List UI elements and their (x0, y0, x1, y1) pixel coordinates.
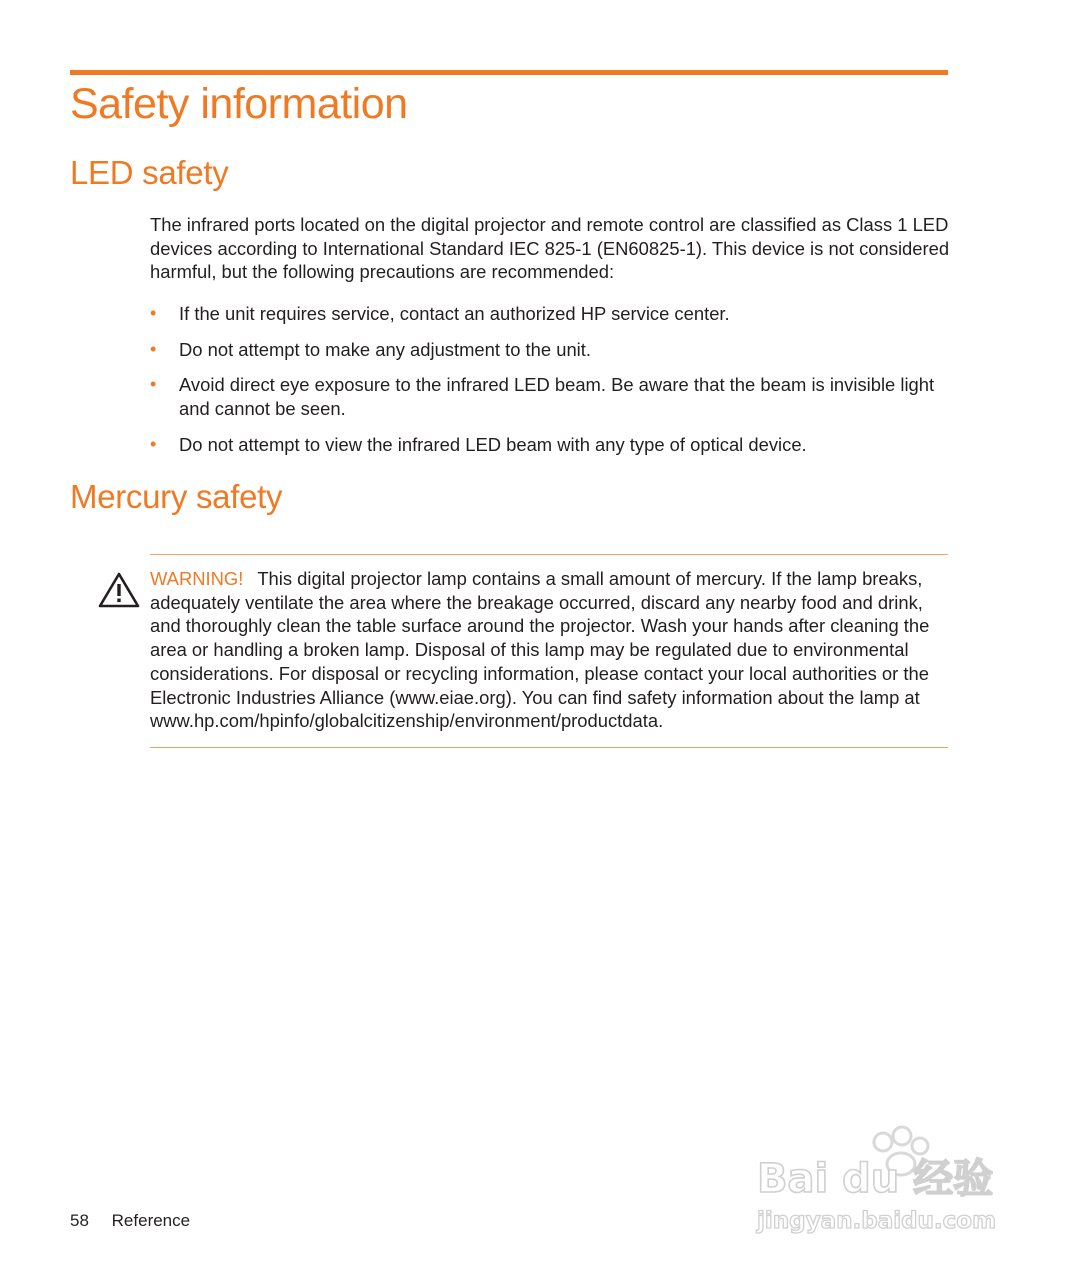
list-item (150, 338, 950, 362)
list-item-text: Avoid direct eye exposure to the infrared LED beam. Be aware that the beam is invisible light and cannot be seen. (179, 374, 935, 420)
led-safety-heading: LED safety (70, 154, 229, 191)
list-item-text: If the unit requires service, contact an authorized HP service center. (179, 303, 730, 324)
bullet-icon: • (150, 303, 157, 323)
warning-top-divider (150, 554, 948, 555)
page-number: 58 (70, 1211, 89, 1230)
list-item (150, 373, 950, 420)
bullet-icon: • (150, 374, 157, 395)
warning-triangle-icon (97, 571, 141, 609)
watermark-brand: Bai du 经验 (757, 1156, 994, 1202)
mercury-safety-heading: Mercury safety (70, 478, 283, 515)
list-item (150, 433, 950, 457)
list-item-text: Do not attempt to view the infrared LED beam with any type of optical device. (179, 433, 807, 455)
page-title: Safety information (70, 80, 408, 128)
warning-label: WARNING! (150, 568, 244, 589)
list-item (150, 302, 950, 326)
footer-section: Reference (111, 1211, 191, 1230)
bullet-icon: • (150, 338, 157, 359)
page-footer (70, 1211, 190, 1231)
bullet-icon: • (150, 433, 157, 454)
title-rule (70, 70, 948, 75)
mercury-warning (150, 567, 950, 733)
warning-text: This digital projector lamp contains a small amount of mercury. If the lamp breaks, adequately ventilate the area where the breakage occurred, discard any nearby food and drink, and thoroughly clean the table surface around the projector. Wash your hands after cleaning the area or handling a broken lamp. Disposal of this lamp may be regulated due to environmental considerations. For disposal or recycling information, please contact your local authorities or the Electronic Industries Alliance (www.eiae.org). You can find safety information about the lamp at www.hp.com/hpinfo/globalcitizenship/environment/productdata. (150, 568, 930, 732)
list-item-text: Do not attempt to make any adjustment to the unit. (179, 338, 591, 360)
watermark-url: jingyan.baidu.com (757, 1208, 997, 1234)
warning-bottom-divider (150, 747, 948, 748)
led-intro-paragraph: The infrared ports located on the digital projector and remote control are classified as Class 1 LED devices according to International Standard IEC 825-1 (EN60825-1). This device is not considered harmful, but the following precautions are recommended: (150, 214, 950, 283)
baidu-watermark (755, 1120, 1005, 1235)
led-precautions-list (150, 302, 950, 469)
